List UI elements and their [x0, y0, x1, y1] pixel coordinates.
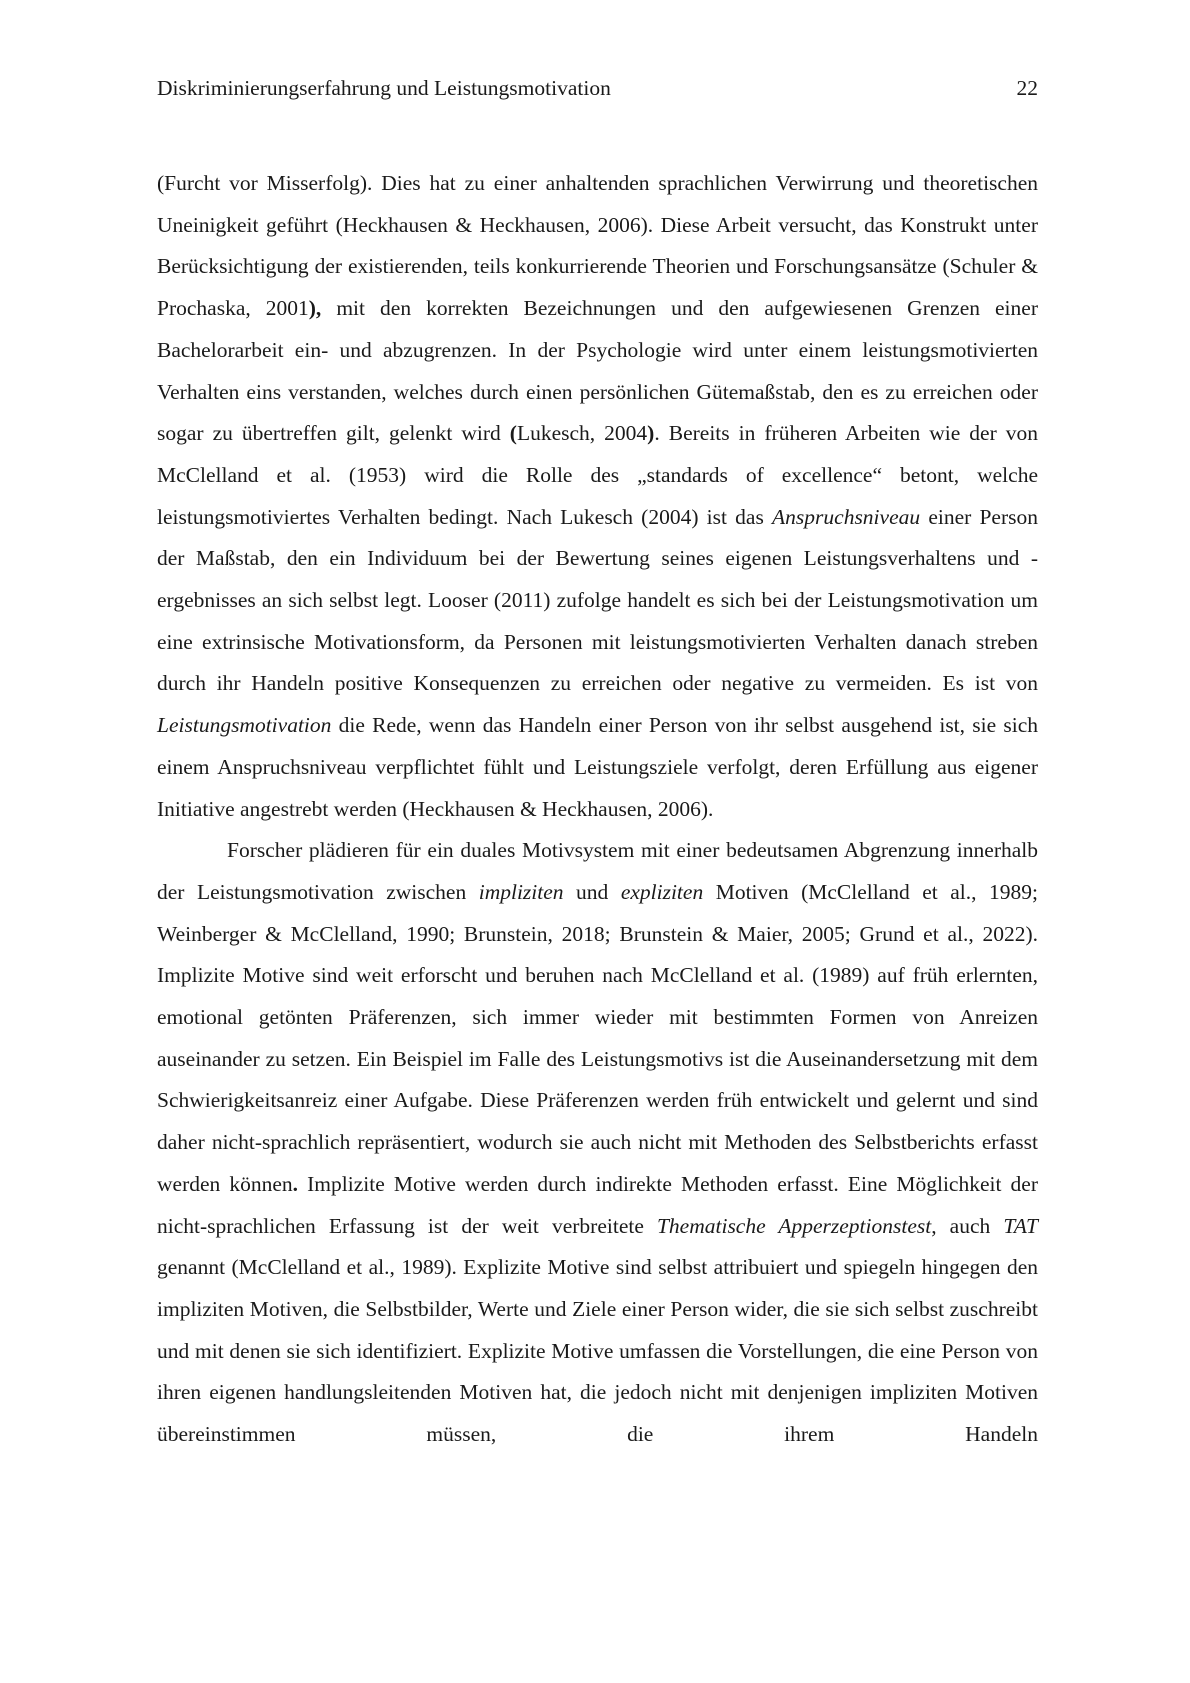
bold-punctuation: ),: [308, 296, 322, 321]
italic-term: impliziten: [478, 879, 564, 904]
paragraph-1: [157, 163, 1038, 830]
italic-term: Leistungsmotivation: [157, 713, 332, 738]
text-segment: , auch: [931, 1213, 1004, 1238]
text-segment: (Furcht vor Misserfolg). Dies hat zu einer anhaltenden sprachlichen Verwirrung und theoretischen Uneinigkeit geführt (Heckhausen & Heckhausen, 2006). Diese Arbeit versucht, das Konstrukt unter Berücksichtigung der existierenden, teils konkurrierende Theorien und Forschungsansätze (Schuler & Prochaska, 2001: [157, 171, 1038, 321]
running-head: [157, 72, 1038, 104]
bold-punctuation: .: [292, 1171, 299, 1196]
text-segment: mit den korrekten Bezeichnungen und den aufgewiesenen Grenzen einer Bachelorarbeit ein- und abzugrenzen. In der Psychologie wird unter einem leistungsmotivierten Verhalten eins verstanden, welches durch einen persönlichen Gütemaßstab, den es zu erreichen oder sogar zu übertreffen gilt, gelenkt wird: [157, 296, 1038, 446]
text-segment: Implizite Motive werden durch indirekte Methoden erfasst. Eine Möglichkeit der nicht-sprachlichen Erfassung ist der weit verbreitete: [157, 1171, 1038, 1238]
text-segment: genannt (McClelland et al., 1989). Explizite Motive sind selbst attribuiert und spiegeln hingegen den impliziten Motiven, die Selbstbilder, Werte und Ziele einer Person wider, die sie sich selbst zuschreibt und mit denen sie sich identifiziert. Explizite Motive umfassen die Vorstellungen, die eine Person von ihren eigenen handlungsleitenden Motiven hat, die jedoch nicht mit denjenigen impliziten Motiven übereinstimmen müssen, die ihrem Handeln: [157, 1255, 1038, 1447]
text-segment: einer Person der Maßstab, den ein Individuum bei der Bewertung seines eigenen Leistungsverhaltens und -ergebnisses an sich selbst legt. Looser (2011) zufolge handelt es sich bei der Leistungsmotivation um eine extrinsische Motivationsform, da Personen mit leistungsmotivierten Verhalten danach streben durch ihr Handeln positive Konsequenzen zu erreichen oder negative zu vermeiden. Es ist von: [157, 504, 1038, 696]
text-segment: . Bereits in früheren Arbeiten wie der von McClelland et al. (1953) wird die Rolle des „standards of excellence“ betont, welche leistungsmotiviertes Verhalten bedingt. Nach Lukesch (2004) ist das: [157, 421, 1039, 529]
bold-punctuation: ): [647, 421, 655, 446]
page-number: 22: [1016, 76, 1038, 100]
italic-term: Thematische Apperzeptionstest: [656, 1213, 932, 1238]
text-segment: und: [563, 879, 621, 904]
text-segment: die Rede, wenn das Handeln einer Person von ihr selbst ausgehend ist, sie sich einem Anspruchsniveau verpflichtet fühlt und Leistungsziele verfolgt, deren Erfüllung aus eigener Initiative angestrebt werden (Heckhausen & Heckhausen, 2006).: [157, 713, 1038, 821]
bold-punctuation: (: [509, 421, 517, 446]
body-text: [157, 163, 1038, 1456]
text-segment: Forscher plädieren für ein duales Motivsystem mit einer bedeutsamen Abgrenzung innerhalb der Leistungsmotivation zwischen: [157, 838, 1038, 904]
italic-term: Anspruchsniveau: [772, 504, 921, 529]
paragraph-2: [157, 830, 1038, 1456]
running-head-title: Diskriminierungserfahrung und Leistungsmotivation: [157, 76, 611, 100]
text-segment: Motiven (McClelland et al., 1989; Weinberger & McClelland, 1990; Brunstein, 2018; Brunstein & Maier, 2005; Grund et al., 2022). Implizite Motive sind weit erforscht und beruhen nach McClelland et al. (1989) auf früh erlernten, emotional getönten Präferenzen, sich immer wieder mit bestimmten Formen von Anreizen auseinander zu setzen. Ein Beispiel im Falle des Leistungsmotivs ist die Auseinandersetzung mit dem Schwierigkeitsanreiz einer Aufgabe. Diese Präferenzen werden früh entwickelt und gelernt und sind daher nicht-sprachlich repräsentiert, wodurch sie auch nicht mit Methoden des Selbstberichts erfasst werden können: [157, 879, 1039, 1196]
italic-term: expliziten: [620, 879, 704, 904]
italic-term: TAT: [1003, 1213, 1038, 1238]
citation: Lukesch, 2004: [516, 421, 648, 446]
